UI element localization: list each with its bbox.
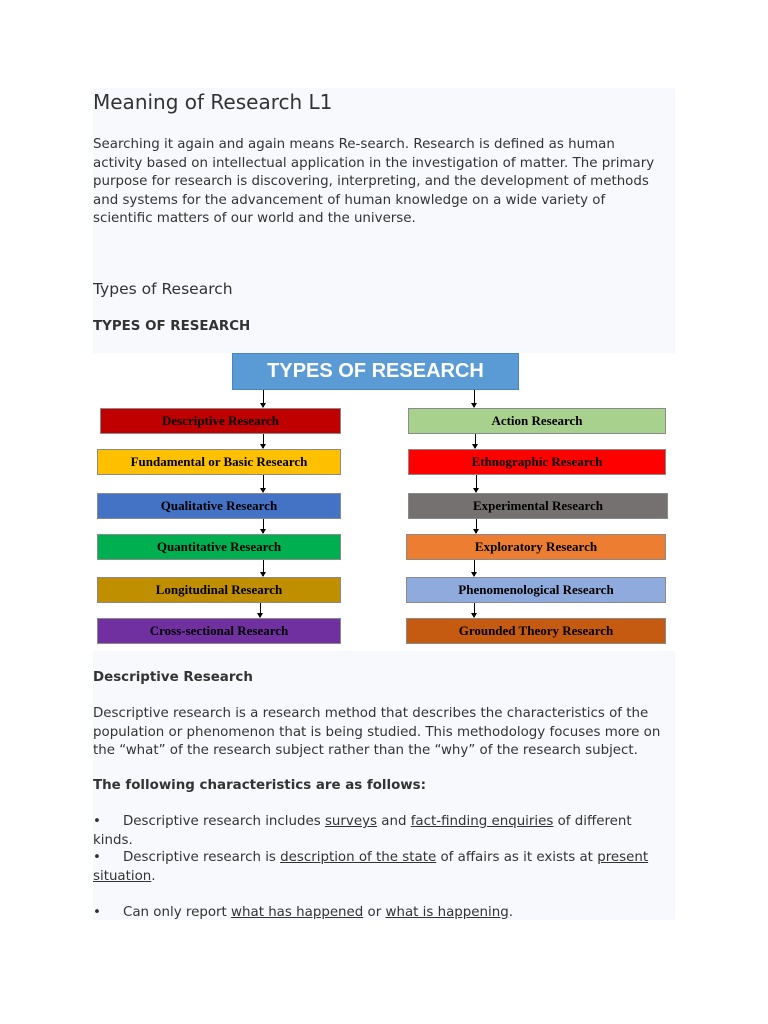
descriptive-paragraph: Descriptive research is a research method that describes the characteristics of the population or phenomenon that is being studied. This methodology focuses more on the “what” of the research subject rather than the “why” of the research subject.: [93, 706, 661, 758]
arrow-left-2: [263, 474, 264, 492]
bullet-text: and: [377, 814, 411, 829]
arrow-head-right: [474, 390, 475, 407]
bullet-text: of affairs as it exists at: [436, 850, 598, 865]
box-grounded-theory-research: Grounded Theory Research: [406, 618, 666, 644]
box-experimental-research: Experimental Research: [408, 493, 668, 519]
bullet-item-2: [93, 849, 668, 886]
arrow-left-3: [263, 519, 264, 533]
bullet-symbol: •: [93, 814, 101, 829]
box-fundamental-research: Fundamental or Basic Research: [97, 449, 341, 475]
bullet-text: Descriptive research is: [123, 850, 281, 865]
arrow-right-1: [475, 434, 476, 448]
underlined-link[interactable]: what is happening: [385, 905, 509, 920]
bullet-text: of different kinds.: [93, 814, 632, 848]
box-exploratory-research: Exploratory Research: [406, 534, 666, 560]
underlined-link[interactable]: description of the state: [280, 850, 437, 865]
section-label: TYPES OF RESEARCH: [93, 319, 251, 334]
bullet-item-1: [93, 813, 668, 850]
arrow-right-2: [476, 474, 477, 492]
page-title: Meaning of Research L1: [93, 90, 333, 114]
box-ethnographic-research: Ethnographic Research: [408, 449, 666, 475]
box-qualitative-research: Qualitative Research: [97, 493, 341, 519]
arrow-right-5: [474, 603, 475, 617]
box-quantitative-research: Quantitative Research: [97, 534, 341, 560]
underlined-link[interactable]: what has happened: [231, 905, 364, 920]
section-heading: Types of Research: [93, 280, 233, 298]
bullet-symbol: •: [93, 905, 101, 920]
bullet-text: .: [151, 868, 156, 884]
diagram-header: TYPES OF RESEARCH: [232, 353, 519, 390]
underlined-link[interactable]: fact-finding enquiries: [410, 814, 554, 829]
bullet-text: or: [363, 905, 386, 920]
underlined-link[interactable]: present situation: [93, 850, 649, 884]
box-action-research: Action Research: [408, 408, 666, 434]
bullet-text: Descriptive research includes: [123, 814, 325, 829]
arrow-head-left: [263, 390, 264, 407]
arrow-right-4: [474, 559, 475, 576]
bullet-text: .: [508, 905, 513, 920]
arrow-right-3: [476, 519, 477, 533]
box-longitudinal-research: Longitudinal Research: [97, 577, 341, 603]
arrow-left-1: [263, 434, 264, 448]
arrow-left-5: [260, 603, 261, 617]
box-cross-sectional-research: Cross-sectional Research: [97, 618, 341, 644]
characteristics-heading: The following characteristics are as follows:: [93, 778, 427, 793]
descriptive-heading: Descriptive Research: [93, 670, 253, 685]
bullet-symbol: •: [93, 850, 101, 865]
intro-paragraph: Searching it again and again means Re-search. Research is defined as human activity based on intellectual application in the investigation of matter. The primary purpose for research is discovering, interpreting, and the development of methods and systems for the advancement of human knowledge on a wide variety of scientific matters of our world and the universe.: [93, 137, 655, 226]
box-descriptive-research: Descriptive Research: [100, 408, 341, 434]
arrow-left-4: [263, 559, 264, 576]
box-phenomenological-research: Phenomenological Research: [406, 577, 666, 603]
bullet-text: Can only report: [123, 905, 232, 920]
bullet-item-3: [93, 904, 668, 923]
underlined-link[interactable]: surveys: [324, 814, 377, 829]
